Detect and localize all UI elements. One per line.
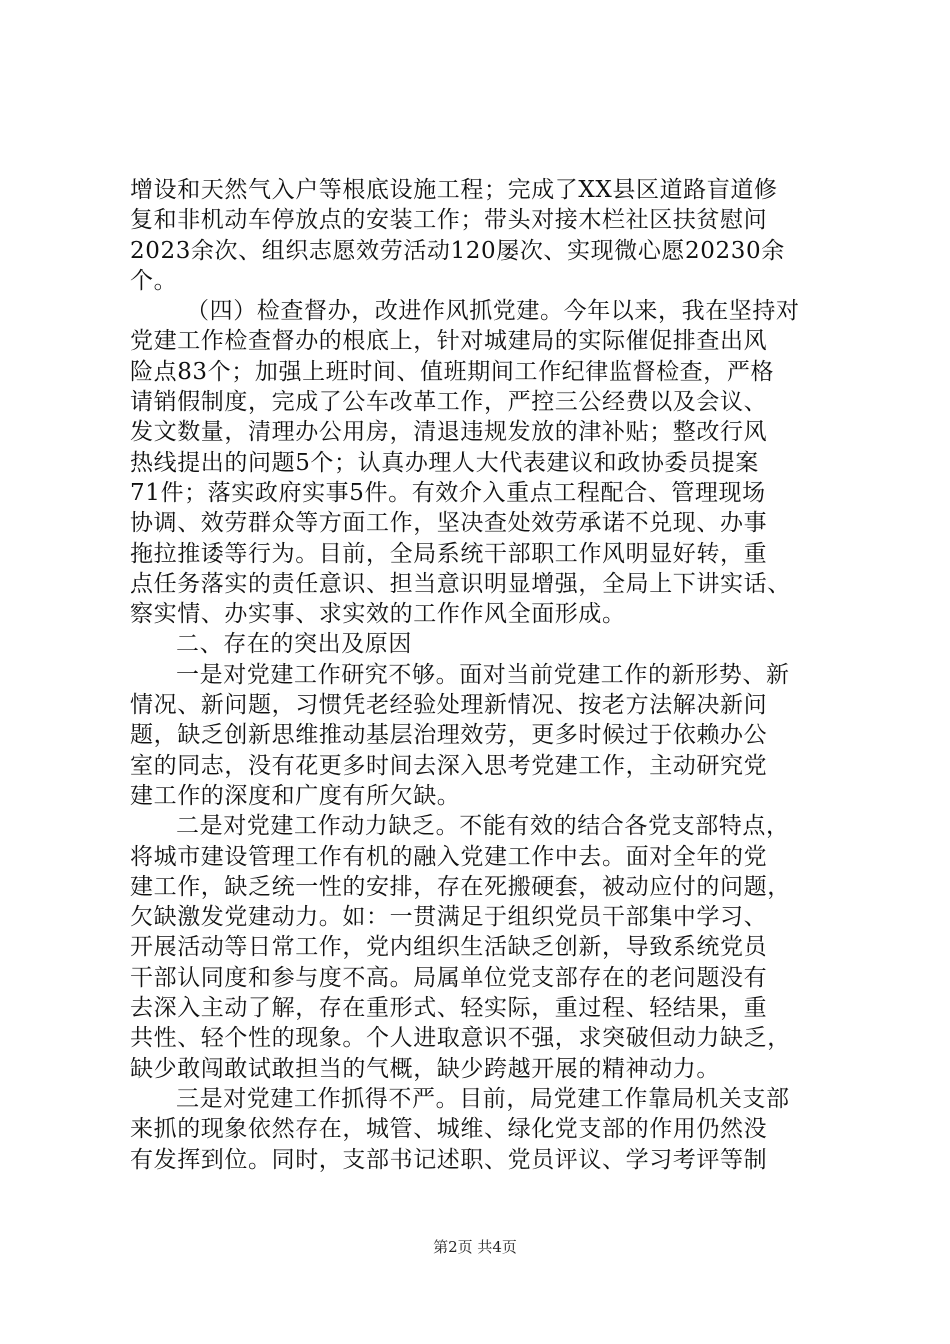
text-line: 来抓的现象依然存在，城管、城维、绿化党支部的作用仍然没 [130, 1116, 768, 1143]
text-line: 共性、轻个性的现象。个人进取意识不强，求突破但动力缺乏， [130, 1025, 791, 1052]
text-line: 题，缺乏创新思维推动基层治理效劳，更多时候过于依赖办公 [130, 722, 768, 749]
section-heading: 二、存在的突出及原因 [176, 631, 412, 658]
page-number-footer: 第2页 共4页 [433, 1238, 517, 1256]
text-line: 发文数量，清理办公用房，清退违规发放的津补贴；整改行风 [130, 419, 768, 446]
text-line: 欠缺激发党建动力。如：一贯满足于组织党员干部集中学习、 [130, 904, 768, 931]
text-line: （四）检查督办，改进作风抓党建。今年以来，我在坚持对 [186, 298, 800, 325]
text-line: 去深入主动了解，存在重形式、轻实际，重过程、轻结果，重 [130, 995, 768, 1022]
text-line: 察实情、办实事、求实效的工作作风全面形成。 [130, 601, 626, 628]
text-line: 有发挥到位。同时，支部书记述职、党员评议、学习考评等制 [130, 1146, 768, 1173]
text-line: 增设和天然气入户等根底设施工程；完成了XX县区道路盲道修 [130, 177, 778, 203]
document-body [130, 175, 830, 1175]
text-line: 开展活动等日常工作，党内组织生活缺乏创新，导致系统党员 [130, 934, 768, 961]
text-line: 二是对党建工作动力缺乏。不能有效的结合各党支部特点， [176, 813, 790, 840]
text-line: 点任务落实的责任意识、担当意识明显增强，全局上下讲实话、 [130, 570, 791, 597]
text-line: 一是对党建工作研究不够。面对当前党建工作的新形势、新 [176, 661, 790, 688]
text-line: 情况、新问题，习惯凭老经验处理新情况、按老方法解决新问 [130, 692, 768, 719]
text-line: 三是对党建工作抓得不严。目前，局党建工作靠局机关支部 [176, 1085, 790, 1112]
text-line: 将城市建设管理工作有机的融入党建工作中去。面对全年的党 [130, 843, 768, 870]
text-line: 缺少敢闯敢试敢担当的气概，缺少跨越开展的精神动力。 [130, 1055, 720, 1082]
text-line: 请销假制度，完成了公车改革工作，严控三公经费以及会议、 [130, 389, 768, 416]
text-line: 建工作的深度和广度有所欠缺。 [130, 782, 461, 809]
text-line: 险点83个；加强上班时间、值班期间工作纪律监督检查，严格 [130, 358, 775, 385]
text-line: 热线提出的问题5个；认真办理人大代表建议和政协委员提案 [130, 449, 759, 476]
text-line: 党建工作检查督办的根底上，针对城建局的实际催促排查出风 [130, 328, 768, 355]
text-line: 室的同志，没有花更多时间去深入思考党建工作，主动研究党 [130, 752, 768, 779]
text-line: 建工作，缺乏统一性的安排，存在死搬硬套，被动应付的问题， [130, 873, 791, 900]
text-line: 复和非机动车停放点的安装工作；带头对接木栏社区扶贫慰问 [130, 207, 768, 234]
text-line: 拖拉推诿等行为。目前，全局系统干部职工作风明显好转，重 [130, 540, 768, 567]
text-line: 干部认同度和参与度不高。局属单位党支部存在的老问题没有 [130, 964, 768, 991]
text-line: 协调、效劳群众等方面工作，坚决查处效劳承诺不兑现、办事 [130, 510, 768, 537]
text-line: 71件；落实政府实事5件。有效介入重点工程配合、管理现场 [130, 479, 766, 506]
text-line: 2023余次、组织志愿效劳活动120屡次、实现微心愿20230余 [130, 237, 785, 264]
text-line: 个。 [130, 267, 178, 294]
